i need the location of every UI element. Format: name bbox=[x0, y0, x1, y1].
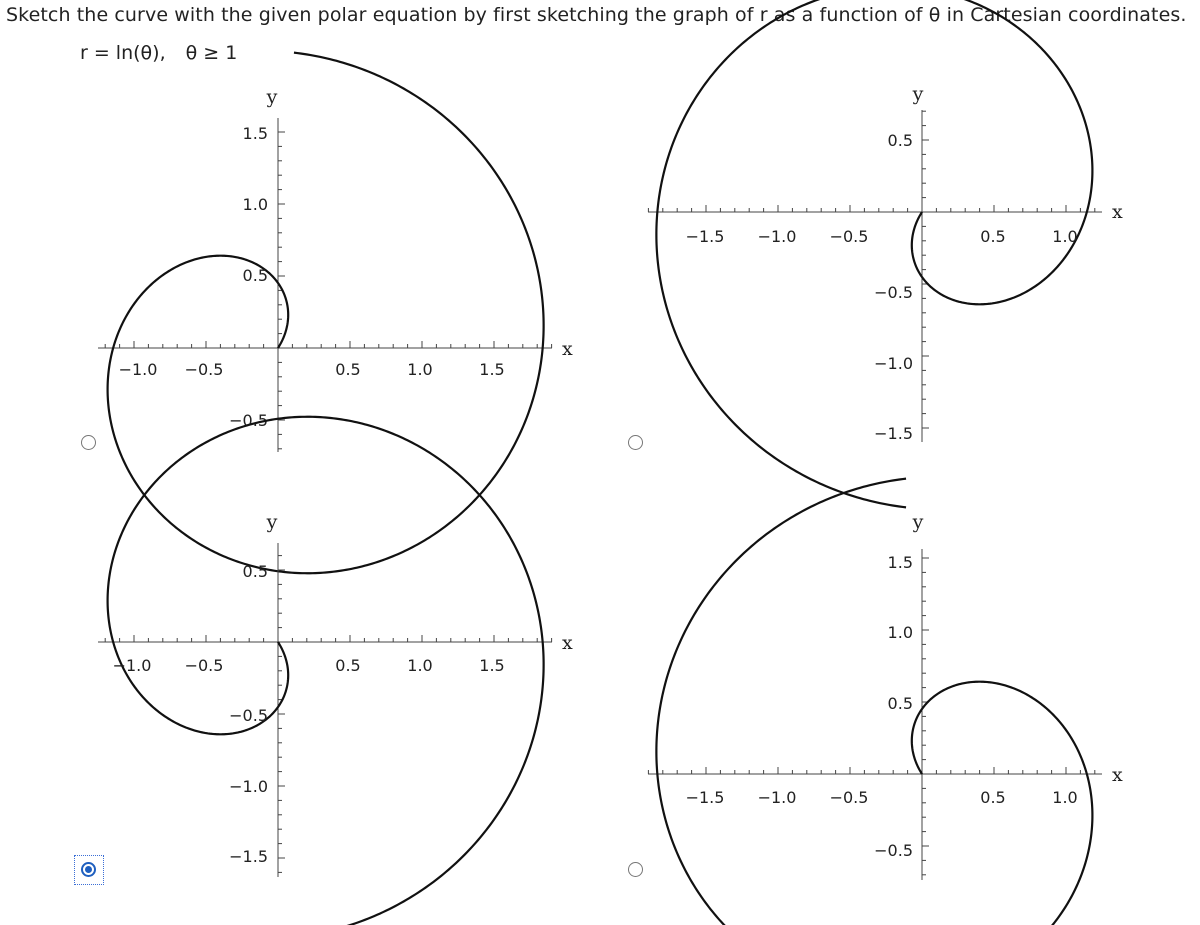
x-tick-label: 1.0 bbox=[1052, 227, 1078, 246]
equation-domain: θ ≥ 1 bbox=[185, 42, 238, 64]
y-tick-label: −1.0 bbox=[229, 777, 268, 796]
x-tick-label: −0.5 bbox=[829, 227, 869, 246]
x-tick-label: −1.0 bbox=[757, 788, 797, 807]
equation-formula: r = ln(θ), bbox=[80, 42, 166, 64]
y-tick-label: 0.5 bbox=[887, 131, 913, 150]
y-tick-label: −0.5 bbox=[874, 283, 913, 302]
option-graph-d bbox=[600, 505, 1200, 925]
x-tick-label: −0.5 bbox=[184, 360, 224, 379]
x-axis-label: x bbox=[562, 338, 573, 360]
y-tick-label: 1.5 bbox=[242, 124, 268, 143]
y-tick-label: 1.5 bbox=[887, 553, 913, 572]
x-axis-label: x bbox=[1112, 201, 1123, 223]
x-tick-label: 1.5 bbox=[479, 656, 505, 675]
x-tick-label: −1.0 bbox=[118, 360, 158, 379]
x-tick-label: 1.0 bbox=[407, 360, 433, 379]
y-tick-label: 0.5 bbox=[887, 694, 913, 713]
x-axis-label: x bbox=[1112, 764, 1123, 786]
x-tick-label: −1.5 bbox=[685, 788, 725, 807]
y-tick-label: 0.5 bbox=[242, 562, 268, 581]
question-prompt: Sketch the curve with the given polar equation by first sketching the graph of r as a function of θ in Cartesian coordinates. bbox=[6, 4, 1187, 26]
y-tick-label: −0.5 bbox=[229, 706, 268, 725]
y-axis-label: y bbox=[912, 83, 924, 105]
y-tick-label: 1.0 bbox=[887, 623, 913, 642]
x-tick-label: 1.0 bbox=[1052, 788, 1078, 807]
y-tick-label: −0.5 bbox=[874, 841, 913, 860]
y-axis-label: y bbox=[266, 86, 278, 108]
option-radio-b[interactable] bbox=[628, 435, 643, 450]
y-tick-label: 1.0 bbox=[242, 195, 268, 214]
y-tick-label: 0.5 bbox=[242, 266, 268, 285]
y-tick-label: −1.0 bbox=[874, 354, 913, 373]
y-axis-label: y bbox=[912, 511, 924, 533]
x-tick-label: 1.5 bbox=[479, 360, 505, 379]
x-tick-label: −0.5 bbox=[829, 788, 869, 807]
option-radio-a[interactable] bbox=[81, 435, 96, 450]
option-graph-b bbox=[600, 80, 1200, 500]
option-radio-d[interactable] bbox=[628, 862, 643, 877]
x-tick-label: −1.5 bbox=[685, 227, 725, 246]
equation bbox=[80, 42, 237, 64]
y-axis-label: y bbox=[266, 511, 278, 533]
option-radio-c[interactable] bbox=[81, 862, 96, 877]
x-tick-label: 1.0 bbox=[407, 656, 433, 675]
x-axis-label: x bbox=[562, 632, 573, 654]
x-tick-label: 0.5 bbox=[335, 360, 361, 379]
x-tick-label: −0.5 bbox=[184, 656, 224, 675]
y-tick-label: −1.5 bbox=[229, 847, 268, 866]
y-tick-label: −1.5 bbox=[874, 424, 913, 443]
x-tick-label: 0.5 bbox=[335, 656, 361, 675]
x-tick-label: 0.5 bbox=[980, 227, 1006, 246]
y-tick-label: −0.5 bbox=[229, 411, 268, 430]
x-tick-label: 0.5 bbox=[980, 788, 1006, 807]
polar-graph-d bbox=[600, 505, 1200, 925]
x-tick-label: −1.0 bbox=[112, 656, 152, 675]
x-tick-label: −1.0 bbox=[757, 227, 797, 246]
polar-graph-b bbox=[600, 80, 1200, 500]
